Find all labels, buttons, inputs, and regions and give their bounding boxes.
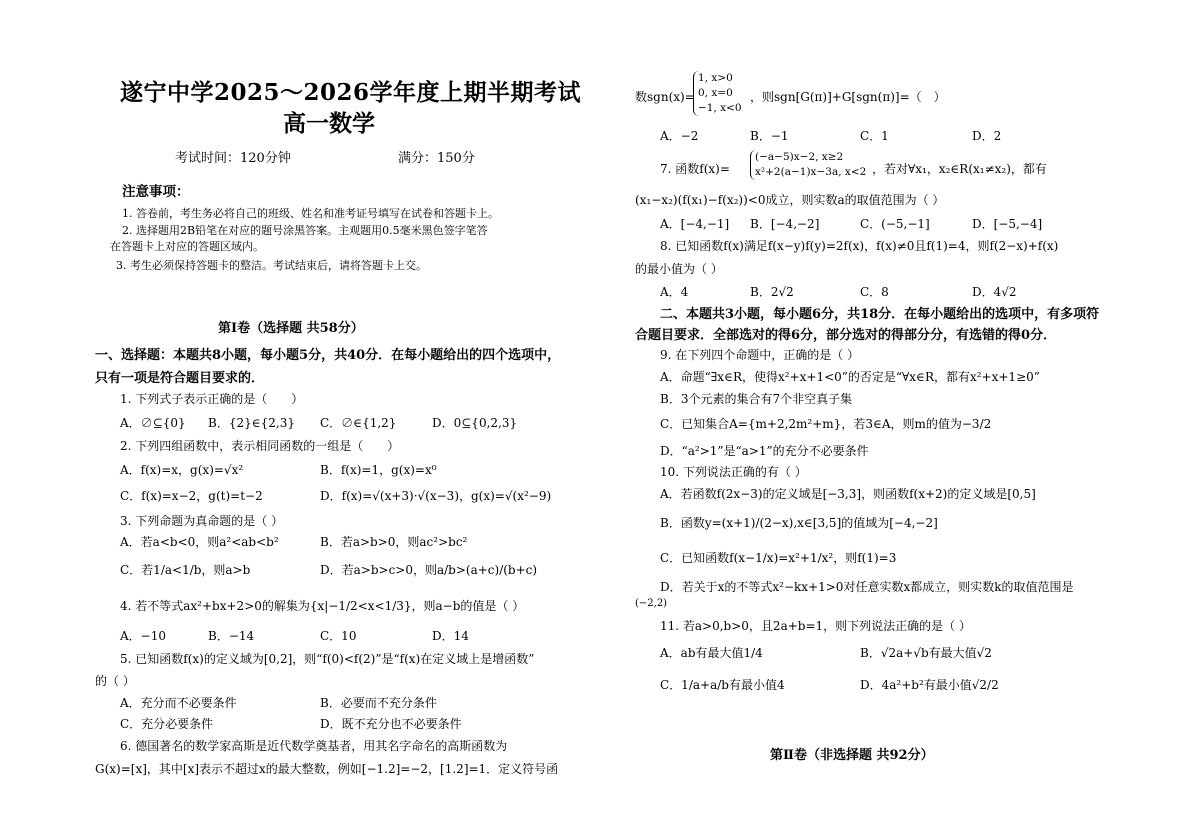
q6-sgn-def: 数sgn(x)=: [635, 90, 695, 104]
q5-opt-d: D．既不充分也不必要条件: [320, 717, 462, 731]
q10-opt-b: B．函数y=(x+1)/(2−x),x∈[3,5]的值域为[−4,−2]: [660, 516, 938, 530]
exam-time: 考试时间：120分钟: [175, 151, 291, 166]
note-2: 2. 选择题用2B铅笔在对应的题号涂黑答案。主观题用0.5毫米黑色签字笔答: [122, 224, 488, 237]
q6-piece-1: 1, x>0: [698, 72, 733, 84]
q7-opt-b: B．[−4,−2]: [750, 217, 820, 231]
q3-opt-a: A．若a<b<0，则a²<ab<b²: [120, 535, 279, 549]
q5-opt-c: C．充分必要条件: [120, 717, 214, 731]
q10-opt-c: C．已知函数f(x−1/x)=x²+1/x²，则f(1)=3: [660, 551, 897, 565]
part1-title: 第Ⅰ卷（选择题 共58分）: [218, 321, 364, 336]
q11-opt-a: A．ab有最大值1/4: [660, 646, 763, 660]
q9-opt-c: C．已知集合A={m+2,2m²+m}，若3∈A，则m的值为−3/2: [660, 417, 992, 431]
q2-opt-a: A．f(x)=x，g(x)=√x²: [120, 463, 244, 477]
q1-stem: 1. 下列式子表示正确的是（ ）: [120, 392, 304, 406]
note-1: 1. 答卷前，考生务必将自己的班级、姓名和准考证号填写在试卷和答题卡上。: [122, 207, 499, 220]
q9-opt-a: A．命题“∃x∈R，使得x²+x+1<0”的否定是“∀x∈R，都有x²+x+1≥0”: [660, 370, 1040, 384]
q3-opt-d: D．若a>b>c>0，则a/b>(a+c)/(b+c): [320, 563, 538, 577]
q7-piece-2: x²+2(a−1)x−3a, x<2: [755, 166, 867, 178]
notes-heading: 注意事项：: [122, 184, 190, 200]
q7-piece-1: (−a−5)x−2, x≥2: [755, 151, 844, 163]
note-3: 3. 考生必须保持答题卡的整洁。考试结束后，请将答题卡上交。: [116, 259, 427, 272]
q7-opt-d: D．[−5,−4]: [972, 217, 1043, 231]
q6-stem-cont: G(x)=[x]，其中[x]表示不超过x的最大整数，例如[−1.2]=−2，[1.2]=1．定义符号函: [95, 762, 559, 776]
q1-opt-a: A．∅⊆{0}: [120, 416, 186, 430]
q5-opt-b: B．必要而不充分条件: [320, 696, 437, 710]
q8-stem: 8. 已知函数f(x)满足f(x−y)f(y)=2f(x)，f(x)≠0且f(1)=4，则f(2−x)+f(x): [660, 239, 1059, 253]
q8-opt-b: B．2√2: [750, 285, 794, 299]
q2-opt-d: D．f(x)=√(x+3)·√(x−3)，g(x)=√(x²−9): [320, 489, 552, 503]
q5-opt-a: A．充分而不必要条件: [120, 696, 237, 710]
q6-tail: ，则sgn[G(π)]+G[sgn(π)]=（ ）: [750, 90, 946, 104]
q2-stem: 2. 下列四组函数中，表示相同函数的一组是（ ）: [120, 439, 400, 453]
q6-stem: 6. 德国著名的数学家高斯是近代数学奠基者，用其名字命名的高斯函数为: [120, 739, 508, 753]
q5-stem: 5. 已知函数f(x)的定义域为[0,2]，则“f(0)<f(2)”是“f(x)在定义域上是增函数”: [120, 652, 535, 666]
q9-stem: 9. 在下列四个命题中，正确的是（ ）: [660, 348, 860, 362]
q4-opt-d: D．14: [432, 629, 469, 643]
exam-subject: 高一数学: [283, 110, 375, 137]
q9-opt-b: B．3个元素的集合有7个非空真子集: [660, 392, 853, 406]
q4-opt-b: B．−14: [208, 629, 255, 643]
q4-stem: 4. 若不等式ax²+bx+2>0的解集为{x|−1/2<x<1/3}，则a−b的值是（ ）: [120, 599, 525, 613]
q11-opt-c: C．1/a+a/b有最小值4: [660, 678, 785, 692]
exam-score: 满分：150分: [398, 151, 475, 166]
q4-opt-c: C．10: [320, 629, 357, 643]
q6-piecewise: [693, 71, 742, 116]
q8-line2: 的最小值为（ ）: [635, 262, 723, 276]
section2-line2: 合题目要求．全部选对的得6分，部分选对的得部分分，有选错的得0分．: [635, 328, 1057, 343]
part2-title: 第Ⅱ卷（非选择题 共92分）: [770, 748, 934, 763]
q6-opt-b: B．−1: [750, 129, 789, 143]
q7-piecewise: [750, 150, 866, 180]
section2-line1: 二、本题共3小题，每小题6分，共18分．在每小题给出的选项中，有多项符: [660, 307, 1100, 322]
section1-line1: 一、选择题：本题共8小题，每小题5分，共40分．在每小题给出的四个选项中，: [95, 348, 561, 363]
q8-opt-c: C．8: [860, 285, 889, 299]
q10-opt-d-cont: (−2,2): [635, 598, 668, 609]
q1-opt-b: B．{2}∈{2,3}: [208, 416, 295, 430]
q3-stem: 3. 下列命题为真命题的是（ ）: [120, 514, 284, 528]
q9-opt-d: D．“a²>1”是“a>1”的充分不必要条件: [660, 444, 869, 458]
q5-stem-cont: 的（ ）: [95, 674, 135, 688]
q10-stem: 10. 下列说法正确的有（ ）: [660, 465, 807, 479]
q6-piece-3: −1, x<0: [698, 102, 742, 114]
q2-opt-b: B．f(x)=1，g(x)=x⁰: [320, 463, 437, 477]
q10-opt-d: D．若关于x的不等式x²−kx+1>0对任意实数x都成立，则实数k的取值范围是: [660, 580, 1074, 594]
exam-title: 遂宁中学2025～2026学年度上期半期考试: [120, 79, 582, 106]
q6-opt-d: D．2: [972, 129, 1002, 143]
q6-opt-c: C．1: [860, 129, 889, 143]
q7-stem: 7. 函数f(x)=: [660, 162, 730, 176]
q11-opt-d: D．4a²+b²有最小值√2/2: [860, 678, 999, 692]
q7-opt-a: A．[−4,−1]: [660, 217, 730, 231]
q8-opt-a: A．4: [660, 285, 689, 299]
q2-opt-c: C．f(x)=x−2，g(t)=t−2: [120, 489, 263, 503]
q7-tail: ，若对∀x₁，x₂∈R(x₁≠x₂)，都有: [872, 162, 1047, 176]
q7-line2: (x₁−x₂)(f(x₁)−f(x₂))<0成立，则实数a的取值范围为（ ）: [635, 193, 945, 207]
q4-opt-a: A．−10: [120, 629, 166, 643]
q11-stem: 11. 若a>0,b>0，且2a+b=1，则下列说法正确的是（ ）: [660, 619, 971, 633]
note-2-cont: 在答题卡上对应的答题区域内。: [110, 240, 264, 253]
q1-opt-c: C．∅∈{1,2}: [320, 416, 397, 430]
q6-opt-a: A．−2: [660, 129, 699, 143]
q7-opt-c: C．(−5,−1]: [860, 217, 930, 231]
section1-line2: 只有一项是符合题目要求的．: [95, 371, 265, 386]
q1-opt-d: D．0⊆{0,2,3}: [432, 416, 518, 430]
q8-opt-d: D．4√2: [972, 285, 1017, 299]
q10-opt-a: A．若函数f(2x−3)的定义域是[−3,3]，则函数f(x+2)的定义域是[0,5]: [660, 487, 1036, 501]
q3-opt-c: C．若1/a<1/b，则a>b: [120, 563, 251, 577]
q11-opt-b: B．√2a+√b有最大值√2: [860, 646, 992, 660]
q6-piece-2: 0, x=0: [698, 87, 733, 99]
q3-opt-b: B．若a>b>0，则ac²>bc²: [320, 535, 468, 549]
